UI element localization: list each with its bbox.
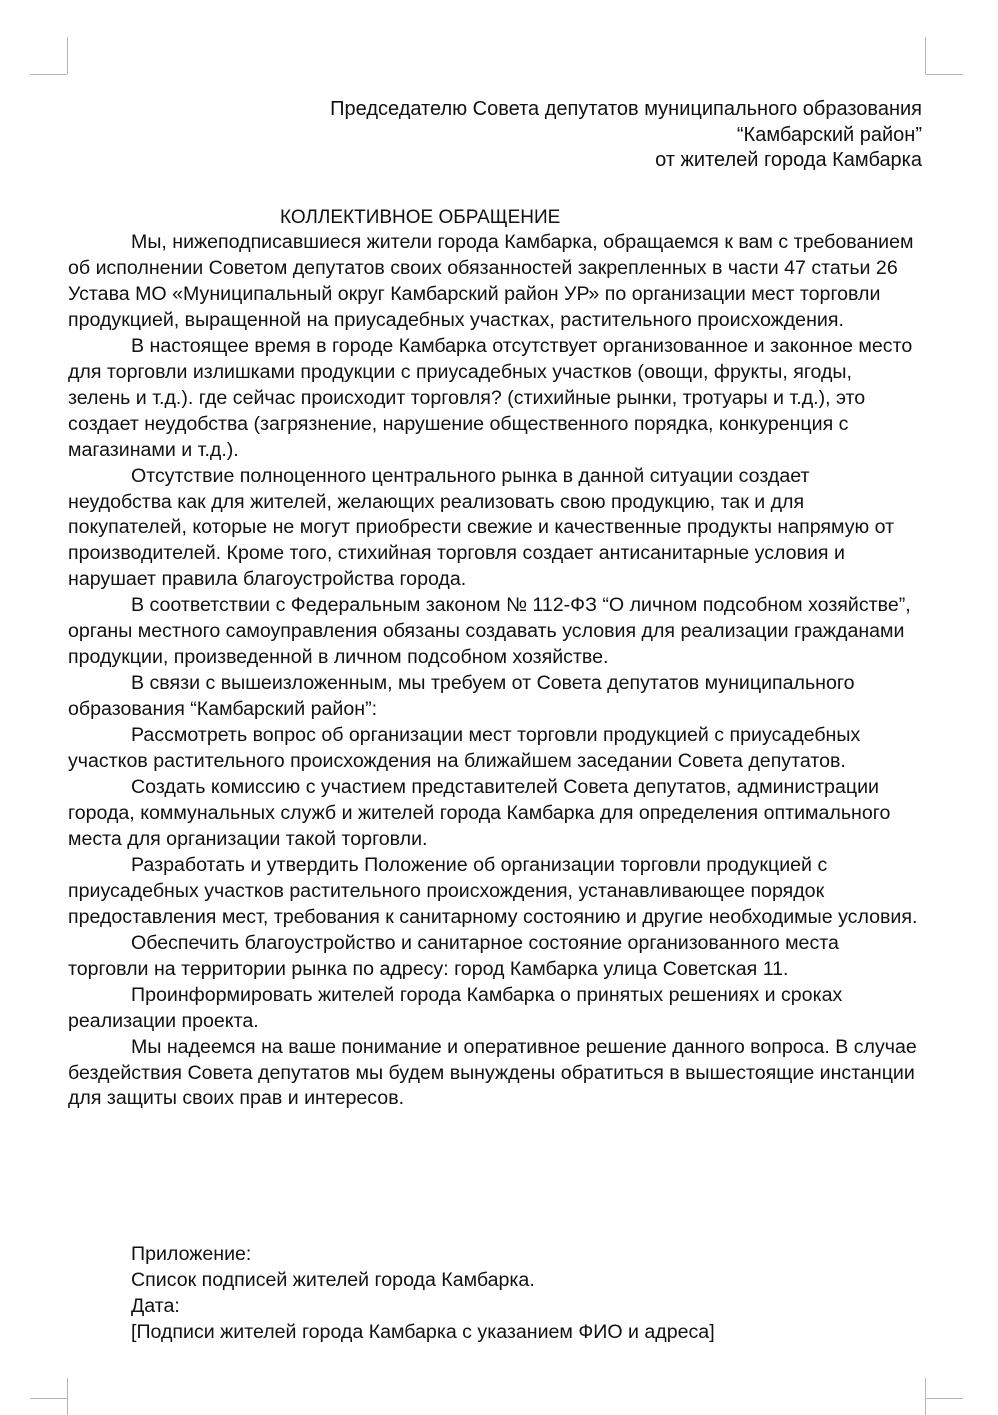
crop-mark-top-left-h — [30, 74, 67, 75]
document-title: КОЛЛЕКТИВНОЕ ОБРАЩЕНИЕ — [280, 207, 561, 228]
document-body — [68, 230, 918, 1112]
paragraph: Мы, нижеподписавшиеся жители города Камбарка, обращаемся к вам с требованием об исполнении Советом депутатов своих обязанностей закрепленных в части 47 статьи 26 Устава МО «Муниципальный округ Камбарский район УР» по организации мест торговли продукцией, выращенной на приусадебных участках, растительного происхождения. — [68, 231, 914, 331]
crop-mark-bottom-right-v — [925, 1378, 926, 1415]
paragraph: В настоящее время в городе Камбарка отсутствует организованное и законное место для торговли излишками продукции с приусадебных участков (овощи, фрукты, ягоды, зелень и т.д.). где сейчас происходит торговля? (стихийные рынки, тротуары и т.д.), это создает неудобства (загрязнение, нарушение общественного порядка, конкуренция с магазинами и т.д.). — [68, 334, 913, 461]
paragraph: В соответствии с Федеральным законом № 112-ФЗ “О личном подсобном хозяйстве”, органы местного самоуправления обязаны создавать условия для реализации гражданами продукции, произведенной в личном подсобном хозяйстве. — [68, 594, 911, 669]
paragraph: Создать комиссию с участием представителей Совета депутатов, администрации города, коммунальных служб и жителей города Камбарка для определения оптимального места для организации такой торговли. — [68, 776, 891, 850]
paragraph: Разработать и утвердить Положение об организации торговли продукцией с приусадебных участков растительного происхождения, устанавливающее порядок предоставления мест, требования к санитарному состоянию и другие необходимые условия. — [68, 853, 918, 928]
attachment-item: Список подписей жителей города Камбарка. — [131, 1268, 535, 1291]
crop-mark-top-right-v — [925, 37, 926, 74]
attachment-block — [131, 1242, 715, 1346]
signatures-placeholder: [Подписи жителей города Камбарка с указанием ФИО и адреса] — [131, 1320, 715, 1343]
paragraph: Отсутствие полноценного центрального рынка в данной ситуации создает неудобства как для жителей, желающих реализовать свою продукцию, так и для покупателей, которые не могут приобрести свежие и качественные продукты напрямую от производителей. Кроме того, стихийная торговля создает антисанитарные условия и нарушает правила благоустройства города. — [68, 464, 895, 591]
paragraph: Рассмотреть вопрос об организации мест торговли продукцией с приусадебных участков растительного происхождения на ближайшем заседании Совета депутатов. — [68, 724, 861, 773]
crop-mark-bottom-left-v — [67, 1378, 68, 1415]
addressee-line-1: Председателю Совета депутатов муниципального образования — [330, 98, 922, 120]
crop-mark-top-right-h — [926, 74, 963, 75]
paragraph: Обеспечить благоустройство и санитарное состояние организованного места торговли на территории рынка по адресу: город Камбарка улица Советская 11. — [68, 931, 839, 980]
date-label: Дата: — [131, 1294, 180, 1317]
paragraph: Проинформировать жителей города Камбарка о принятых решениях и сроках реализации проекта. — [68, 983, 843, 1032]
paragraph: Мы надеемся на ваше понимание и оперативное решение данного вопроса. В случае бездействия Совета депутатов мы будем вынуждены обратиться в вышестоящие инстанции для защиты своих прав и интересов. — [68, 1035, 917, 1110]
crop-mark-top-left-v — [67, 37, 68, 74]
addressee-line-2: “Камбарский район” — [736, 123, 922, 146]
addressee-line-3: от жителей города Камбарка — [655, 149, 922, 171]
addressee-block — [330, 97, 922, 174]
paragraph: В связи с вышеизложенным, мы требуем от Совета депутатов муниципального образования “Камбарский район”: — [68, 672, 855, 721]
crop-mark-bottom-right-h — [926, 1398, 963, 1399]
crop-mark-bottom-left-h — [30, 1398, 67, 1399]
attachment-label: Приложение: — [131, 1243, 252, 1265]
